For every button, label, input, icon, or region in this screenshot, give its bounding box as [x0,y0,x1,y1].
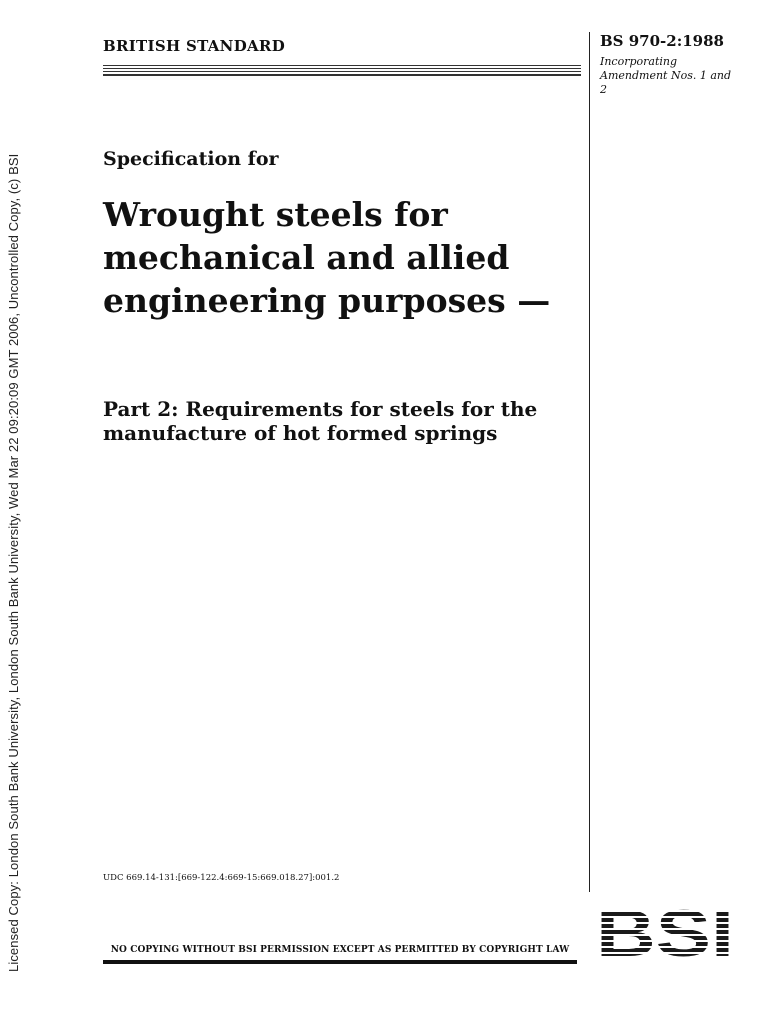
footer-rule [103,960,577,964]
document-type-label: BRITISH STANDARD [103,37,286,55]
bsi-logo [596,906,734,960]
amendment-note: Incorporating Amendment Nos. 1 and 2 [600,55,732,96]
column-divider [589,32,590,892]
spec-heading: Specification for [103,148,279,170]
part-title: Part 2: Requirements for steels for the manufacture of hot formed springs [103,397,538,445]
document-title: Wrought steels for mechanical and allied engineering purposes — [103,195,551,320]
udc-code: UDC 669.14-131:[669-122.4:669-15:669.018.27]:001.2 [103,873,340,883]
licence-watermark: Licensed Copy: London South Bank University, London South Bank University, Wed Mar 22 09:20:09 GMT 2006, Uncontrolled Copy, (c) BSI [6,153,21,972]
standard-number: BS 970-2:1988 [600,32,724,50]
header-rule [103,65,581,78]
copyright-notice: NO COPYING WITHOUT BSI PERMISSION EXCEPT AS PERMITTED BY COPYRIGHT LAW [110,945,570,955]
